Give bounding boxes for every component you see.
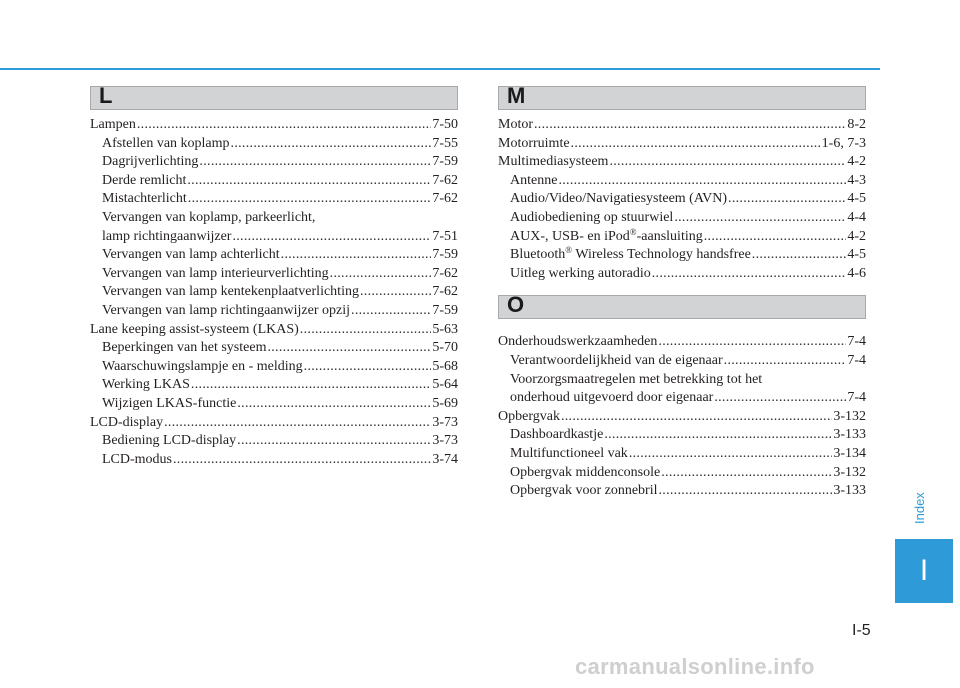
index-column-left xyxy=(90,83,458,469)
index-subentry[interactable]: Afstellen van koplamp ..... 7-55 xyxy=(90,135,458,154)
registered-mark: ® xyxy=(565,245,573,256)
index-subentry[interactable]: Bluetooth® Wireless Technology handsfree ..... 4-5 xyxy=(498,246,866,265)
index-subentry[interactable]: Beperkingen van het systeem ..... 5-70 xyxy=(90,339,458,358)
index-entry[interactable]: Motor ..... 8-2 xyxy=(498,116,866,135)
index-subentry[interactable]: lamp richtingaanwijzer ..... 7-51 xyxy=(90,228,458,247)
watermark: carmanualsonline.info xyxy=(575,654,815,679)
section-header-o xyxy=(498,292,866,319)
index-entry[interactable]: Multimediasysteem ..... 4-2 xyxy=(498,153,866,172)
section-letter: O xyxy=(507,292,525,318)
index-entry[interactable]: LCD-display ..... 3-73 xyxy=(90,414,458,433)
registered-mark: ® xyxy=(629,226,637,237)
index-subentry[interactable]: Opbergvak middenconsole ..... 3-132 xyxy=(498,464,866,483)
index-entry[interactable]: Onderhoudswerkzaamheden ..... 7-4 xyxy=(498,333,866,352)
index-subentry[interactable]: Bediening LCD-display ..... 3-73 xyxy=(90,432,458,451)
index-subentry[interactable]: AUX-, USB- en iPod®-aansluiting ..... 4-2 xyxy=(498,228,866,247)
index-subentry[interactable]: Wijzigen LKAS-functie ..... 5-69 xyxy=(90,395,458,414)
page-number: I-5 xyxy=(852,622,871,639)
index-subentry[interactable]: Mistachterlicht ..... 7-62 xyxy=(90,190,458,209)
side-tab-index[interactable]: I xyxy=(895,539,953,603)
index-subentry[interactable]: onderhoud uitgevoerd door eigenaar ..... 7-4 xyxy=(498,389,866,408)
index-subentry[interactable]: Dagrijverlichting ..... 7-59 xyxy=(90,153,458,172)
index-subentry[interactable]: Antenne ..... 4-3 xyxy=(498,172,866,191)
index-subentry[interactable]: Audiobediening op stuurwiel ..... 4-4 xyxy=(498,209,866,228)
index-subentry[interactable]: Multifunctioneel vak ..... 3-134 xyxy=(498,445,866,464)
header-rule xyxy=(0,68,880,70)
index-subentry[interactable]: Vervangen van lamp kentekenplaatverlichting ..... 7-62 xyxy=(90,283,458,302)
index-subentry[interactable]: Verantwoordelijkheid van de eigenaar ..... 7-4 xyxy=(498,352,866,371)
section-header-m xyxy=(498,83,866,110)
index-entry[interactable]: Lane keeping assist-systeem (LKAS) ..... 5-63 xyxy=(90,321,458,340)
index-subentry[interactable]: Audio/Video/Navigatiesysteem (AVN) ..... 4-5 xyxy=(498,190,866,209)
index-entry[interactable]: Opbergvak ..... 3-132 xyxy=(498,408,866,427)
index-subentry[interactable]: Opbergvak voor zonnebril ..... 3-133 xyxy=(498,482,866,501)
section-letter: M xyxy=(507,83,526,108)
index-subentry[interactable]: Uitleg werking autoradio ..... 4-6 xyxy=(498,265,866,284)
section-letter: L xyxy=(99,83,113,108)
index-entry[interactable]: Lampen ..... 7-50 xyxy=(90,116,458,135)
section-header-l xyxy=(90,83,458,110)
index-column-right xyxy=(498,83,866,501)
index-subentry-line: Voorzorgsmaatregelen met betrekking tot het xyxy=(510,371,763,387)
index-subentry[interactable]: Vervangen van lamp interieurverlichting ..... 7-62 xyxy=(90,265,458,284)
index-entry[interactable]: Motorruimte ..... 1-6, 7-3 xyxy=(498,135,866,154)
index-subentry[interactable]: LCD-modus ..... 3-74 xyxy=(90,451,458,470)
index-subentry[interactable]: Waarschuwingslampje en - melding ..... 5-68 xyxy=(90,358,458,377)
index-subentry[interactable]: Dashboardkastje ..... 3-133 xyxy=(498,426,866,445)
index-subentry-line: Vervangen van koplamp, parkeerlicht, xyxy=(102,209,316,225)
index-subentry[interactable]: Derde remlicht ..... 7-62 xyxy=(90,172,458,191)
side-tab-label: Index xyxy=(912,492,927,524)
index-subentry[interactable]: Vervangen van lamp achterlicht ..... 7-59 xyxy=(90,246,458,265)
index-subentry[interactable]: Werking LKAS ..... 5-64 xyxy=(90,376,458,395)
index-subentry[interactable]: Vervangen van lamp richtingaanwijzer opzij ..... 7-59 xyxy=(90,302,458,321)
